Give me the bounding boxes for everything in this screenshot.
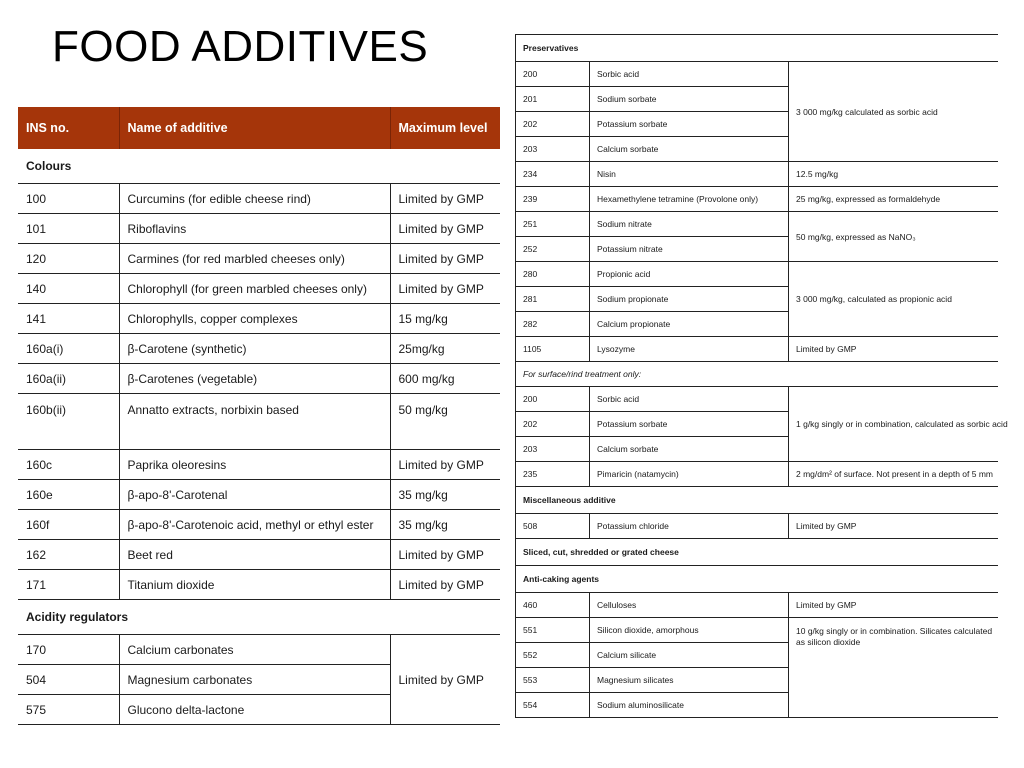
name-cell: Chlorophyll (for green marbled cheeses only) [119,274,390,304]
table-row [516,387,998,412]
level-cell: 35 mg/kg [390,480,500,510]
name-cell: Annatto extracts, norbixin based [119,394,390,450]
ins-cell: 160f [18,510,119,540]
name-cell: Paprika oleoresins [119,450,390,480]
name-cell: Titanium dioxide [119,570,390,600]
level-cell: Limited by GMP [789,514,998,539]
ins-cell: 280 [516,262,590,287]
ins-cell: 171 [18,570,119,600]
table-row [516,162,998,187]
table-row [18,540,500,570]
name-cell: Magnesium silicates [590,668,789,693]
name-cell: Lysozyme [590,337,789,362]
header-name-of-additive: Name of additive [119,107,390,149]
section-label: Colours [18,149,500,184]
name-cell: Sorbic acid [590,387,789,412]
name-cell: Sodium sorbate [590,87,789,112]
level-cell: 25mg/kg [390,334,500,364]
level-cell: 3 000 mg/kg calculated as sorbic acid [789,62,998,162]
ins-cell: 200 [516,387,590,412]
name-cell: Beet red [119,540,390,570]
name-cell: Sorbic acid [590,62,789,87]
ins-cell: 234 [516,162,590,187]
header-ins-no: INS no. [18,107,119,149]
ins-cell: 201 [516,87,590,112]
level-cell: Limited by GMP [390,184,500,214]
table-row [516,62,998,87]
ins-cell: 160a(i) [18,334,119,364]
section-surface-treatment [516,362,998,387]
ins-cell: 551 [516,618,590,643]
section-label: For surface/rind treatment only: [516,362,998,387]
ins-cell: 160b(ii) [18,394,119,450]
ins-cell: 101 [18,214,119,244]
level-cell: 50 mg/kg [390,394,500,450]
level-cell: 12.5 mg/kg [789,162,998,187]
name-cell: Potassium sorbate [590,112,789,137]
ins-cell: 504 [18,665,119,695]
name-cell: Calcium propionate [590,312,789,337]
ins-cell: 508 [516,514,590,539]
name-cell: Potassium nitrate [590,237,789,262]
name-cell: Magnesium carbonates [119,665,390,695]
level-cell: 10 g/kg singly or in combination. Silicates calculated as silicon dioxide [789,618,998,718]
table-row [516,462,998,487]
section-colours [18,149,500,184]
name-cell: Propionic acid [590,262,789,287]
table-row [516,514,998,539]
ins-cell: 120 [18,244,119,274]
ins-cell: 202 [516,412,590,437]
name-cell: Sodium nitrate [590,212,789,237]
level-cell: 50 mg/kg, expressed as NaNO₃ [789,212,998,262]
name-cell: Curcumins (for edible cheese rind) [119,184,390,214]
ins-cell: 553 [516,668,590,693]
level-cell: Limited by GMP [789,337,998,362]
table-row [516,187,998,212]
level-cell: Limited by GMP [390,570,500,600]
name-cell: Carmines (for red marbled cheeses only) [119,244,390,274]
ins-cell: 235 [516,462,590,487]
ins-cell: 552 [516,643,590,668]
header-maximum-level: Maximum level [390,107,500,149]
table-row [18,394,500,450]
name-cell: Riboflavins [119,214,390,244]
colours-acidity-table [18,107,500,725]
ins-cell: 162 [18,540,119,570]
ins-cell: 170 [18,635,119,665]
ins-cell: 281 [516,287,590,312]
ins-cell: 252 [516,237,590,262]
level-cell: Limited by GMP [390,540,500,570]
table-row [18,304,500,334]
table-row [18,450,500,480]
name-cell: Chlorophylls, copper complexes [119,304,390,334]
level-cell: 2 mg/dm² of surface. Not present in a depth of 5 mm [789,462,998,487]
ins-cell: 203 [516,437,590,462]
ins-cell: 140 [18,274,119,304]
ins-cell: 554 [516,693,590,718]
table-row [516,593,998,618]
preservatives-table [515,34,1008,718]
table-row [18,364,500,394]
name-cell: β-Carotenes (vegetable) [119,364,390,394]
level-cell: Limited by GMP [789,593,998,618]
level-cell: Limited by GMP [390,274,500,304]
ins-cell: 203 [516,137,590,162]
level-cell: 3 000 mg/kg, calculated as propionic acid [789,262,998,337]
ins-cell: 160c [18,450,119,480]
ins-cell: 460 [516,593,590,618]
name-cell: Calcium sorbate [590,137,789,162]
level-cell: 35 mg/kg [390,510,500,540]
ins-cell: 1105 [516,337,590,362]
table-header-row [18,107,500,149]
table-row [18,274,500,304]
level-cell: 15 mg/kg [390,304,500,334]
name-cell: Nisin [590,162,789,187]
name-cell: Pimaricin (natamycin) [590,462,789,487]
section-anti-caking [516,566,998,593]
section-label: Anti-caking agents [516,566,998,593]
level-cell: 25 mg/kg, expressed as formaldehyde [789,187,998,212]
ins-cell: 141 [18,304,119,334]
name-cell: β-Carotene (synthetic) [119,334,390,364]
section-miscellaneous [516,487,998,514]
table-row [18,510,500,540]
level-cell: Limited by GMP [390,450,500,480]
section-sliced-cheese [516,539,998,566]
ins-cell: 200 [516,62,590,87]
table-row [18,214,500,244]
name-cell: Calcium silicate [590,643,789,668]
section-label: Miscellaneous additive [516,487,998,514]
level-cell: 1 g/kg singly or in combination, calculated as sorbic acid [789,387,998,462]
section-label: Acidity regulators [18,600,500,635]
table-row [18,635,500,665]
table-row [18,480,500,510]
name-cell: Calcium carbonates [119,635,390,665]
ins-cell: 575 [18,695,119,725]
ins-cell: 251 [516,212,590,237]
ins-cell: 160e [18,480,119,510]
table-row [18,184,500,214]
section-label: Sliced, cut, shredded or grated cheese [516,539,998,566]
name-cell: Potassium sorbate [590,412,789,437]
level-cell: 600 mg/kg [390,364,500,394]
name-cell: Glucono delta-lactone [119,695,390,725]
slide-title: FOOD ADDITIVES [52,22,429,71]
name-cell: Silicon dioxide, amorphous [590,618,789,643]
table-row [516,262,998,287]
ins-cell: 239 [516,187,590,212]
name-cell: β-apo-8'-Carotenoic acid, methyl or ethyl ester [119,510,390,540]
table-row [516,337,998,362]
name-cell: Sodium propionate [590,287,789,312]
ins-cell: 100 [18,184,119,214]
table-row [516,212,998,237]
level-cell: Limited by GMP [390,244,500,274]
ins-cell: 202 [516,112,590,137]
name-cell: Celluloses [590,593,789,618]
name-cell: β-apo-8'-Carotenal [119,480,390,510]
section-acidity-regulators [18,600,500,635]
level-cell: Limited by GMP [390,635,500,725]
section-preservatives [516,35,998,62]
table-row [516,618,998,643]
section-label: Preservatives [516,35,998,62]
table-row [18,570,500,600]
name-cell: Calcium sorbate [590,437,789,462]
table-row [18,334,500,364]
table-row [18,244,500,274]
ins-cell: 282 [516,312,590,337]
name-cell: Sodium aluminosilicate [590,693,789,718]
name-cell: Hexamethylene tetramine (Provolone only) [590,187,789,212]
level-cell: Limited by GMP [390,214,500,244]
ins-cell: 160a(ii) [18,364,119,394]
name-cell: Potassium chloride [590,514,789,539]
